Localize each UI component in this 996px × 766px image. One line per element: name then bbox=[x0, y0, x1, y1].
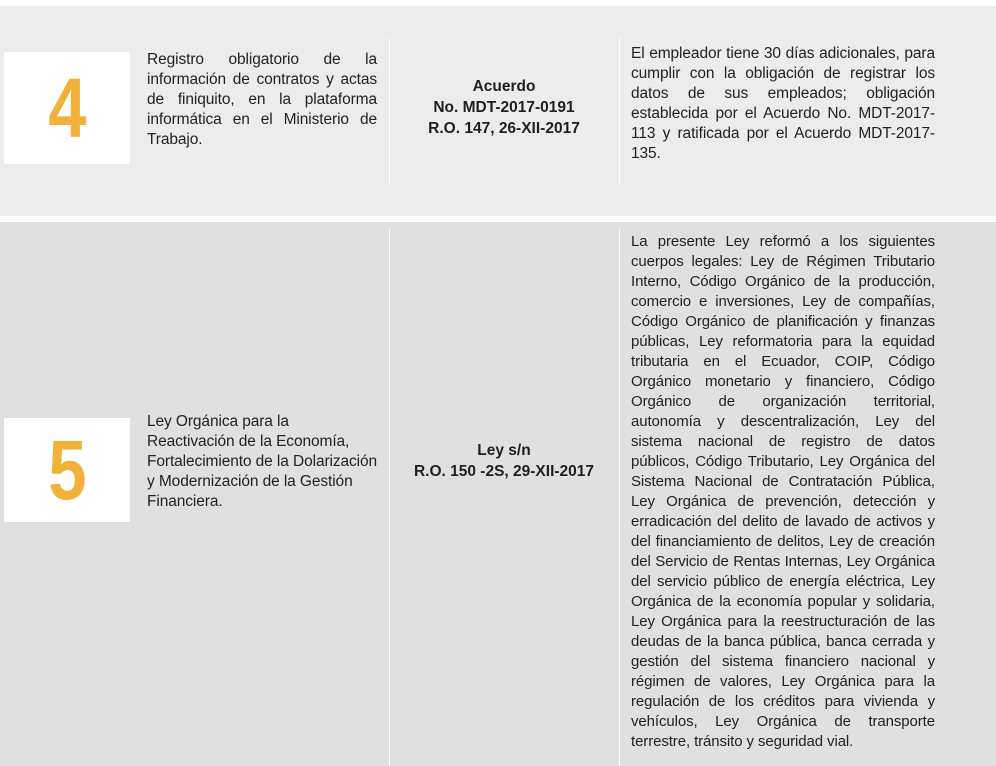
norm-description: Registro obligatorio de la información de contratos y actas de finiquito, en la plataforma informática en el Ministerio de Trabajo. bbox=[147, 51, 377, 148]
table-row bbox=[0, 222, 996, 766]
column-divider bbox=[619, 228, 620, 766]
norm-reference bbox=[392, 440, 616, 482]
row-number: 5 bbox=[47, 423, 87, 517]
reference-line: R.O. 150 -2S, 29-XII-2017 bbox=[413, 463, 595, 480]
reference-line: Ley s/n bbox=[477, 442, 531, 459]
row-number-box bbox=[4, 418, 130, 522]
norm-reference bbox=[392, 76, 616, 139]
column-divider bbox=[389, 38, 390, 184]
norm-comment: El empleador tiene 30 días adicionales, para cumplir con la obligación de registrar los datos de sus empleados; obligación establecida por el Acuerdo No. MDT-2017-113 y ratificada por el Acuerdo MDT-2017-135. bbox=[631, 45, 935, 162]
norm-comment: La presente Ley reformó a los siguientes cuerpos legales: Ley de Régimen Tributario Interno, Código Orgánico de la producción, comercio e inversiones, Ley de compañías, Código Orgánico de planificación y finanzas públicas, Ley reformatoria para la equidad tributaria en el Ecuador, COIP, Código Orgánico monetario y financiero, Código Orgánico de organización territorial, autonomía y descentralización, Ley del sistema nacional de registro de datos públicos, Código Tributario, Ley Orgánica del Sistema Nacional de Contratación Pública, Ley Orgánica de prevención, detección y erradicación del delito de lavado de activos y del financiamiento de delitos, Ley de creación del Servicio de Rentas Internas, Ley Orgánica del servicio público de energía eléctrica, Ley Orgánica de la economía popular y solidaria, Ley Orgánica para la reestructuración de las deudas de la banca pública, banca cerrada y gestión del sistema financiero nacional y régimen de valores, Ley Orgánica para la regulación de los créditos para vivienda y vehículos, Ley Orgánica de transporte terrestre, tránsito y seguridad vial. bbox=[631, 233, 935, 750]
row-number: 4 bbox=[47, 61, 87, 155]
norm-description: Ley Orgánica para la Reactivación de la Economía, Fortalecimiento de la Dolarización y Modernización de la Gestión Financiera. bbox=[147, 413, 378, 510]
reference-line: No. MDT-2017-0191 bbox=[433, 99, 575, 116]
column-divider bbox=[619, 38, 620, 184]
reference-line: R.O. 147, 26-XII-2017 bbox=[428, 120, 580, 137]
table-row bbox=[0, 6, 996, 216]
reference-line: Acuerdo bbox=[472, 78, 536, 95]
column-divider bbox=[389, 228, 390, 766]
row-number-box bbox=[4, 52, 130, 164]
